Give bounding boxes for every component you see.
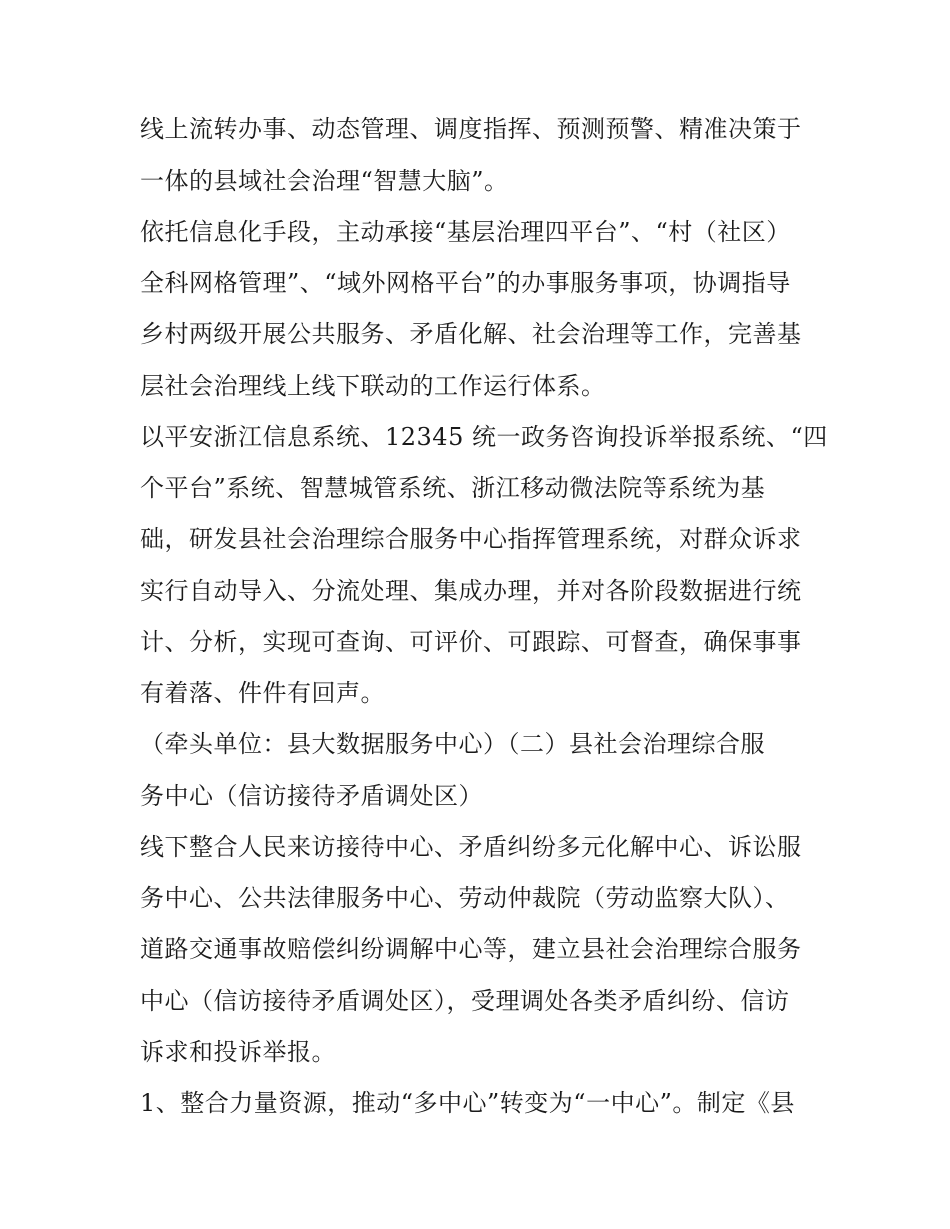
text-line: 以平安浙江信息系统、12345 统一政务咨询投诉举报系统、“四	[140, 423, 828, 451]
text-line: 乡村两级开展公共服务、矛盾化解、社会治理等工作，完善基	[140, 320, 802, 348]
text-line: 实行自动导入、分流处理、集成办理，并对各阶段数据进行统	[140, 577, 802, 605]
text-line: 务中心、公共法律服务中心、劳动仲裁院（劳动监察大队）、	[140, 884, 790, 912]
text-line: 一体的县域社会治理“智慧大脑”。	[140, 167, 509, 195]
text-line: 中心（信访接待矛盾调处区），受理调处各类矛盾纠纷、信访	[140, 987, 790, 1015]
text-line: 全科网格管理”、“域外网格平台”的办事服务事项，协调指导	[140, 269, 791, 297]
text-line: 1、整合力量资源，推动“多中心”转变为“一中心”。制定《县	[140, 1089, 795, 1117]
text-line: 有着落、件件有回声。	[140, 679, 385, 707]
text-line: （牵头单位：县大数据服务中心）（二）县社会治理综合服	[140, 730, 765, 758]
text-line: 层社会治理线上线下联动的工作运行体系。	[140, 372, 606, 400]
text-line: 础，研发县社会治理综合服务中心指挥管理系统，对群众诉求	[140, 525, 802, 553]
text-line: 计、分析，实现可查询、可评价、可跟踪、可督查，确保事事	[140, 628, 802, 656]
text-line: 线上流转办事、动态管理、调度指挥、预测预警、精准决策于	[140, 115, 802, 143]
text-line: 诉求和投诉举报。	[140, 1038, 336, 1066]
text-line: 线下整合人民来访接待中心、矛盾纠纷多元化解中心、诉讼服	[140, 833, 802, 861]
text-line: 道路交通事故赔偿纠纷调解中心等，建立县社会治理综合服务	[140, 935, 802, 963]
text-line: 个平台”系统、智慧城管系统、浙江移动微法院等系统为基	[140, 474, 766, 502]
text-line: 依托信息化手段，主动承接“基层治理四平台”、“村（社区）	[140, 218, 791, 246]
text-line: 务中心（信访接待矛盾调处区）	[140, 782, 483, 810]
